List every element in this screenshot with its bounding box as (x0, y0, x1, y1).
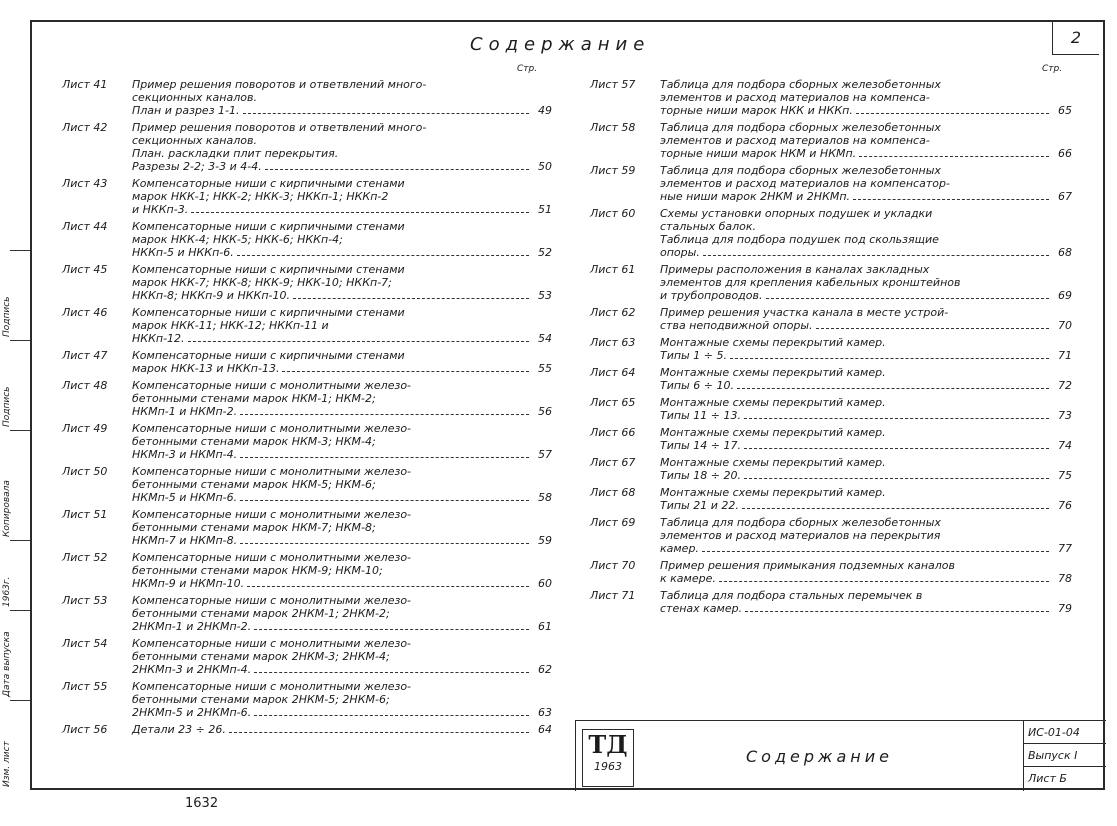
entry-text: Монтажные схемы перекрытий камер. (660, 336, 886, 349)
entry-text: План. раскладки плит перекрытия. (132, 147, 339, 160)
entry-text: элементов и расход материалов на перекрытия (660, 529, 941, 542)
page-title: Содержание (470, 34, 651, 55)
sheet-number: Лист 46 (62, 306, 108, 319)
page-ref: 77 (1058, 542, 1072, 555)
title-block-title: Содержание (746, 747, 893, 766)
page-ref: 71 (1058, 349, 1072, 362)
side-signature-strip (0, 250, 30, 790)
sheet-number: Лист 43 (62, 177, 108, 190)
strip-cell: Дата выпуска (10, 610, 30, 701)
page-ref: 55 (538, 362, 552, 375)
sheet-number: Лист 60 (590, 207, 636, 220)
sheet-number: Лист 42 (62, 121, 108, 134)
entry-text: марок НКК-11; НКК-12; НККп-11 и (132, 319, 329, 332)
contents-entry (590, 589, 1072, 615)
entry-text: Компенсаторные ниши с кирпичными стенами (132, 220, 405, 233)
page-column-header: Стр. (1042, 64, 1063, 74)
contents-entry (590, 164, 1072, 203)
page-ref: 53 (538, 289, 552, 302)
contents-entry (62, 508, 552, 547)
entry-text: Компенсаторные ниши с монолитными железо- (132, 508, 412, 521)
page-ref: 58 (538, 491, 552, 504)
sheet-number: Лист 67 (590, 456, 636, 469)
entry-text: элементов и расход материалов на компенса- (660, 91, 930, 104)
entry-text: Монтажные схемы перекрытий камер. (660, 366, 886, 379)
page-ref: 50 (538, 160, 552, 173)
entry-text: Типы 21 и 22. (660, 499, 739, 512)
sheet-number: Лист 48 (62, 379, 108, 392)
sheet-number: Лист 70 (590, 559, 636, 572)
entry-text: бетонными стенами марок 2НКМ-1; 2НКМ-2; (132, 607, 390, 620)
contents-entry (590, 396, 1072, 422)
contents-entry (62, 637, 552, 676)
page-ref: 79 (1058, 602, 1072, 615)
contents-entry (590, 207, 1072, 259)
entry-text: Монтажные схемы перекрытий камер. (660, 456, 886, 469)
entry-text: Таблица для подбора сборных железобетонных (660, 121, 941, 134)
sheet-number: Лист 51 (62, 508, 108, 521)
contents-entry (62, 177, 552, 216)
sheet-number: Лист 55 (62, 680, 108, 693)
sheet-number: Лист 63 (590, 336, 636, 349)
sheet-number: Лист 66 (590, 426, 636, 439)
entry-text: Компенсаторные ниши с монолитными железо- (132, 680, 412, 693)
entry-text: марок НКК-1; НКК-2; НКК-3; НККп-1; НККп-2 (132, 190, 389, 203)
entry-text: бетонными стенами марок НКМ-9; НКМ-10; (132, 564, 383, 577)
sheet-label: Лист Б (1028, 772, 1067, 785)
contents-entry (62, 349, 552, 375)
page-ref: 75 (1058, 469, 1072, 482)
entry-text: торные ниши марок НКМ и НКМп. (660, 147, 857, 160)
entry-text: стальных балок. (660, 220, 757, 233)
entry-text: элементов и расход материалов на компенсатор- (660, 177, 950, 190)
title-block-grid (1023, 721, 1106, 791)
issue-number: Выпуск I (1024, 744, 1106, 767)
sheet-number: Лист 57 (590, 78, 636, 91)
entry-text: марок НКК-7; НКК-8; НКК-9; НКК-10; НККп-7; (132, 276, 392, 289)
contents-entry (62, 551, 552, 590)
page-column-header: Стр. (517, 64, 538, 74)
contents-entry (590, 263, 1072, 302)
entry-text: Таблица для подбора подушек под скользящие (660, 233, 939, 246)
entry-text: секционных каналов. (132, 91, 257, 104)
entry-text: НКМп-1 и НКМп-2. (132, 405, 238, 418)
entry-text: Компенсаторные ниши с кирпичными стенами (132, 177, 405, 190)
page-ref: 65 (1058, 104, 1072, 117)
contents-entry (590, 78, 1072, 117)
entry-text: Монтажные схемы перекрытий камер. (660, 486, 886, 499)
page-ref: 67 (1058, 190, 1072, 203)
page-ref: 51 (538, 203, 552, 216)
entry-text: Пример решения участка канала в месте устрой- (660, 306, 949, 319)
entry-text: и трубопроводов. (660, 289, 763, 302)
page-ref: 73 (1058, 409, 1072, 422)
entry-text: Таблица для подбора сборных железобетонных (660, 164, 941, 177)
entry-text: Схемы установки опорных подушек и укладки (660, 207, 933, 220)
entry-text: Пример решения поворотов и ответвлений много- (132, 78, 427, 91)
entry-text: Компенсаторные ниши с кирпичными стенами (132, 306, 405, 319)
entry-text: бетонными стенами марок НКМ-3; НКМ-4; (132, 435, 376, 448)
contents-entry (590, 559, 1072, 585)
contents-right-column (590, 64, 1072, 619)
contents-entry (62, 306, 552, 345)
entry-text: 2НКМп-3 и 2НКМп-4. (132, 663, 252, 676)
archive-number: 1632 (185, 796, 219, 811)
page-ref: 54 (538, 332, 552, 345)
entry-text: Таблица для подбора сборных железобетонных (660, 516, 941, 529)
sheet-number: Лист 44 (62, 220, 108, 233)
page-ref: 68 (1058, 246, 1072, 259)
sheet-number: Лист 64 (590, 366, 636, 379)
strip-cell: Подпись (10, 250, 30, 341)
page-number: 2 (1052, 22, 1099, 55)
contents-entry (62, 422, 552, 461)
entry-text: Компенсаторные ниши с монолитными железо- (132, 594, 412, 607)
entry-text: НККп-8; НККп-9 и НККп-10. (132, 289, 290, 302)
entry-text: ные ниши марок 2НКМ и 2НКМп. (660, 190, 851, 203)
sheet-number: Лист 52 (62, 551, 108, 564)
entry-text: Примеры расположения в каналах закладных (660, 263, 930, 276)
entry-text: бетонными стенами марок 2НКМ-3; 2НКМ-4; (132, 650, 390, 663)
page-ref: 59 (538, 534, 552, 547)
sheet-number: Лист 61 (590, 263, 636, 276)
sheet-number: Лист 56 (62, 723, 108, 736)
contents-entry (590, 486, 1072, 512)
strip-cell: Копировала (10, 430, 30, 541)
sheet-number: Лист 58 (590, 121, 636, 134)
entry-text: элементов для крепления кабельных кронштейнов (660, 276, 961, 289)
sheet-number: Лист 53 (62, 594, 108, 607)
contents-entry (62, 220, 552, 259)
entry-text: Компенсаторные ниши с монолитными железо- (132, 551, 412, 564)
entry-text: Типы 11 ÷ 13. (660, 409, 741, 422)
page-ref: 74 (1058, 439, 1072, 452)
entry-text: НККп-12. (132, 332, 185, 345)
entry-text: Компенсаторные ниши с монолитными железо- (132, 465, 412, 478)
entry-text: элементов и расход материалов на компенса- (660, 134, 930, 147)
page-ref: 72 (1058, 379, 1072, 392)
entry-text: и НККп-3. (132, 203, 189, 216)
sheet-number: Лист 69 (590, 516, 636, 529)
page-ref: 63 (538, 706, 552, 719)
page-ref: 64 (538, 723, 552, 736)
sheet-number: Лист 45 (62, 263, 108, 276)
entry-text: Пример решения примыкания подземных каналов (660, 559, 956, 572)
entry-text: Пример решения поворотов и ответвлений много- (132, 121, 427, 134)
entry-text: Компенсаторные ниши с кирпичными стенами (132, 263, 405, 276)
contents-entry (590, 426, 1072, 452)
entry-text: НКМп-9 и НКМп-10. (132, 577, 245, 590)
page-ref: 56 (538, 405, 552, 418)
entry-text: марок НКК-4; НКК-5; НКК-6; НККп-4; (132, 233, 343, 246)
sheet-number: Лист 54 (62, 637, 108, 650)
entry-text: Типы 1 ÷ 5. (660, 349, 727, 362)
entry-text: секционных каналов. (132, 134, 257, 147)
page-ref: 66 (1058, 147, 1072, 160)
page-ref: 49 (538, 104, 552, 117)
sheet-number: Лист 71 (590, 589, 636, 602)
strip-cell: Подпись (10, 340, 30, 431)
page-ref: 62 (538, 663, 552, 676)
entry-text: Таблица для подбора стальных перемычек в (660, 589, 923, 602)
entry-text: камер. (660, 542, 699, 555)
entry-text: стенах камер. (660, 602, 743, 615)
entry-text: План и разрез 1-1. (132, 104, 240, 117)
entry-text: торные ниши марок НКК и НККп. (660, 104, 853, 117)
page-ref: 52 (538, 246, 552, 259)
document-code: ИС-01-04 (1024, 721, 1106, 744)
contents-entry (62, 465, 552, 504)
entry-text: опоры. (660, 246, 700, 259)
sheet-number: Лист 47 (62, 349, 108, 362)
sheet-number: Лист 65 (590, 396, 636, 409)
entry-text: Типы 6 ÷ 10. (660, 379, 734, 392)
page-ref: 57 (538, 448, 552, 461)
sheet-number: Лист 68 (590, 486, 636, 499)
entry-text: бетонными стенами марок НКМ-5; НКМ-6; (132, 478, 376, 491)
strip-cell: 1963г. (10, 540, 30, 611)
contents-entry (590, 516, 1072, 555)
entry-text: ства неподвижной опоры. (660, 319, 813, 332)
entry-text: НКМп-7 и НКМп-8. (132, 534, 238, 547)
page-ref: 70 (1058, 319, 1072, 332)
title-block (575, 720, 1106, 791)
contents-entry (62, 680, 552, 719)
page-ref: 76 (1058, 499, 1072, 512)
contents-entry (62, 594, 552, 633)
contents-entry (62, 121, 552, 173)
entry-text: Детали 23 ÷ 26. (132, 723, 226, 736)
sheet-number: Лист 59 (590, 164, 636, 177)
entry-text: бетонными стенами марок НКМ-7; НКМ-8; (132, 521, 376, 534)
entry-text: Компенсаторные ниши с монолитными железо- (132, 637, 412, 650)
page-ref: 78 (1058, 572, 1072, 585)
contents-entry (590, 456, 1072, 482)
contents-entry (590, 121, 1072, 160)
entry-text: марок НКК-13 и НККп-13. (132, 362, 280, 375)
entry-text: Компенсаторные ниши с кирпичными стенами (132, 349, 405, 362)
entry-text: НКМп-3 и НКМп-4. (132, 448, 238, 461)
sheet-number: Лист 49 (62, 422, 108, 435)
entry-text: Компенсаторные ниши с монолитными железо- (132, 379, 412, 392)
td-logo: ТД 1963 (582, 729, 634, 787)
entry-text: Монтажные схемы перекрытий камер. (660, 396, 886, 409)
entry-text: Типы 18 ÷ 20. (660, 469, 741, 482)
entry-text: Разрезы 2-2; 3-3 и 4-4. (132, 160, 262, 173)
entry-text: бетонными стенами марок НКМ-1; НКМ-2; (132, 392, 376, 405)
entry-text: Типы 14 ÷ 17. (660, 439, 741, 452)
sheet-number: Лист 62 (590, 306, 636, 319)
entry-text: Компенсаторные ниши с монолитными железо- (132, 422, 412, 435)
page-ref: 69 (1058, 289, 1072, 302)
strip-cell: Изм. лист (10, 700, 30, 791)
contents-entry (62, 263, 552, 302)
sheet-number: Лист 41 (62, 78, 108, 91)
contents-entry (590, 336, 1072, 362)
entry-text: НКМп-5 и НКМп-6. (132, 491, 238, 504)
contents-entry (62, 78, 552, 117)
entry-text: бетонными стенами марок 2НКМ-5; 2НКМ-6; (132, 693, 390, 706)
page-ref: 60 (538, 577, 552, 590)
entry-text: 2НКМп-1 и 2НКМп-2. (132, 620, 252, 633)
entry-text: 2НКМп-5 и 2НКМп-6. (132, 706, 252, 719)
entry-text: Монтажные схемы перекрытий камер. (660, 426, 886, 439)
contents-entry (590, 366, 1072, 392)
entry-text: к камере. (660, 572, 716, 585)
entry-text: Таблица для подбора сборных железобетонных (660, 78, 941, 91)
page-ref: 61 (538, 620, 552, 633)
contents-entry (62, 379, 552, 418)
sheet-number: Лист 50 (62, 465, 108, 478)
contents-entry (62, 723, 552, 736)
contents-left-column (62, 64, 552, 740)
entry-text: НККп-5 и НККп-6. (132, 246, 234, 259)
contents-entry (590, 306, 1072, 332)
